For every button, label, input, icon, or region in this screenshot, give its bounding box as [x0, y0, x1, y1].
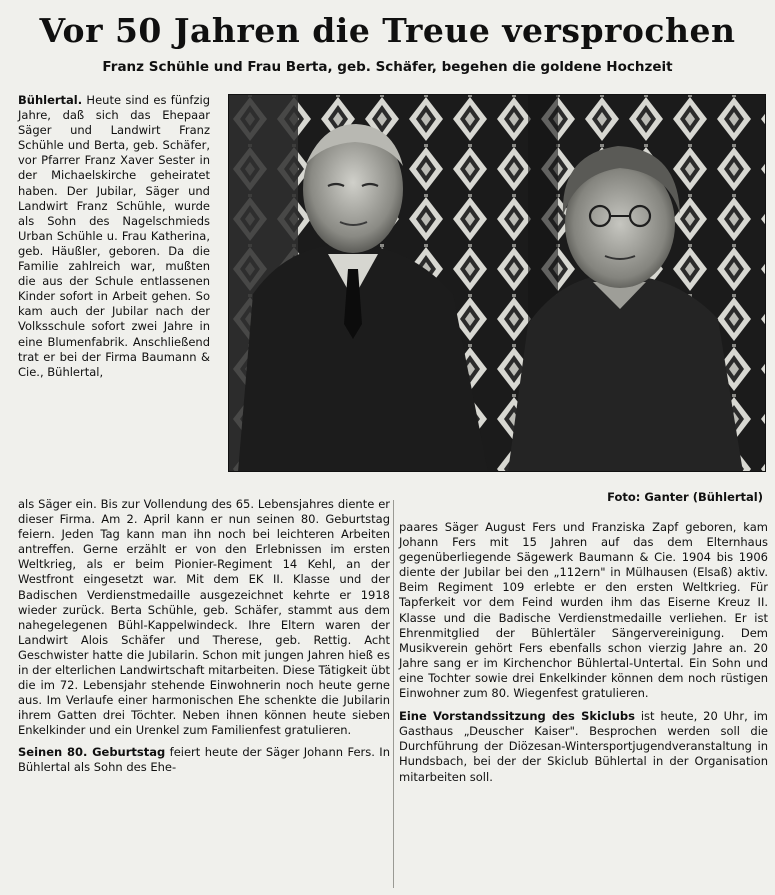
- paragraph-second-story-continued: paares Säger August Fers und Franziska Zapf geboren, kam Johann Fers mit 15 Jahren auf das dem Elternhaus gegenüberliegende Sägewerk Baumann & Cie. 1904 bis 1906 diente der Jubilar bei den „112ern" in Mülhausen (Elsaß) aktiv. Beim Regiment 109 erlebte er den ersten Weltkrieg. Für Tapferkeit vor dem Feind wurden ihm das Eiserne Kreuz II. Klasse und die Badische Verdienstmedaille verliehen. Er ist Ehrenmitglied der Bühlertäler Sängervereinigung. Dem Musikverein gehört Fers ebenfalls schon vierzig Jahre an. 20 Jahre sang er im Kirchenchor Bühlertal-Untertal. Ein Sohn und eine Tochter sowie drei Enkelkinder können dem noch rüstigen Einwohner zum 80. Wiegenfest gratulieren.: [399, 520, 768, 701]
- paragraph-second-story: [18, 745, 390, 775]
- paragraph-continuation: als Säger ein. Bis zur Vollendung des 65. Lebensjahres diente er dieser Firma. Am 2. April kann er nun seinen 80. Geburtstag feiern. Jeden Tag kann man ihn noch bei leichteren Arbeiten antreffen. Gerne erzählt er von den Erlebnissen im ersten Weltkrieg, als er beim Pionier-Regiment 14 Kehl, an der Westfront eingesetzt war. Mit dem EK II. Klasse und der Badischen Verdienstmedaille ausgezeichnet kehrte er 1918 wieder zurück. Berta Schühle, geb. Schäfer, stammt aus dem nahegelegenen Bühl-Kappelwindeck. Ihre Eltern waren der Landwirt Alois Schäfer und Therese, geb. Rettig. Acht Geschwister hatte die Jubilarin. Schon mit jungen Jahren hieß es in der elterlichen Landwirtschaft mitarbeiten. Diese Tätigkeit übt die im 72. Lebensjahr stehende Einwohnerin noch heute gerne aus. Im Verlaufe einer harmonischen Ehe schenkte die Jubilarin ihrem Gatten drei Töchter. Neben ihnen können heute sieben Enkelkinder und ein Urenkel zum Familienfest gratulieren.: [18, 497, 390, 738]
- notice-text: ist heute, 20 Uhr, im Gasthaus „Deuscher Kaiser". Besprochen werden soll die Durchführung der Diözesan-Wintersportjugendveranstaltung in Hundsbach, bei der der Skiclub Bühlertal in der Organisation mitarbeiten soll.: [399, 709, 768, 784]
- subheadline: Franz Schühle und Frau Berta, geb. Schäfer, begehen die goldene Hochzeit: [102, 59, 673, 75]
- notice-lead: Eine Vorstandssitzung des Skiclubs: [399, 709, 635, 724]
- paragraph-notice: [399, 709, 768, 784]
- paragraph-intro-text: Heute sind es fünfzig Jahre, daß sich das Ehepaar Säger und Landwirt Franz Schühle und Berta, geb. Schäfer, vor Pfarrer Franz Xaver Sester in der Michaelskirche geheiratet haben. Der Jubilar, Säger und Landwirt Franz Schühle, wurde als Sohn des Nagelschmieds Urban Schühle u. Frau Katherina, geb. Häußler, geboren. Da die Familie zahlreich war, mußten die aus der Schule entlassenen Kinder sofort in Arbeit gehen. So kam auch der Jubilar nach der Volksschule sofort zwei Jahre in eine Blumenfabrik. Anschließend trat er bei der Firma Baumann & Cie., Bühlertal,: [18, 93, 210, 379]
- photo-caption: Foto: Ganter (Bühlertal): [607, 490, 763, 504]
- couple-photo: [228, 94, 766, 472]
- second-story-lead: Seinen 80. Geburtstag: [18, 744, 166, 759]
- dateline: Bühlertal.: [18, 93, 83, 107]
- paragraph-intro: [18, 93, 210, 380]
- second-story-text: feiert heute der Säger Johann Fers. In Bühlertal als Sohn des Ehe-: [18, 744, 390, 774]
- article-column-1: [18, 93, 210, 380]
- article-column-2: [18, 497, 390, 775]
- column-divider: [393, 500, 394, 888]
- headline: Vor 50 Jahren die Treue versprochen: [39, 11, 736, 50]
- article-column-3: [399, 520, 768, 785]
